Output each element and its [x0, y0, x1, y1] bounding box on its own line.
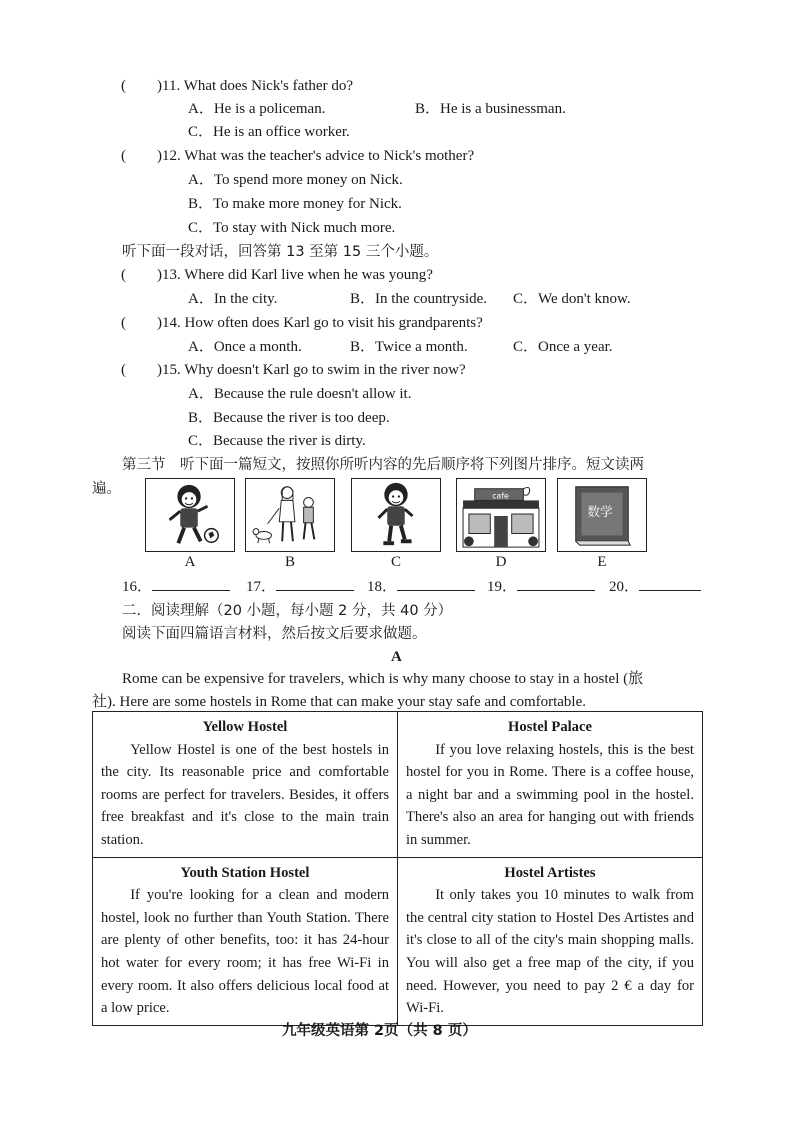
hostel-name: Yellow Hostel [202, 719, 288, 735]
hostel-table [92, 711, 703, 1026]
hostel-name: Hostel Artistes [504, 864, 596, 881]
option-15a: A．Because the rule doesn't allow it. [188, 386, 412, 402]
boy-skating-icon [352, 479, 440, 551]
passage-label: A [391, 649, 402, 665]
question-13 [157, 265, 433, 285]
hostel-description: If you're looking for a clean and modern hostel, look no further than Youth Station. There are plenty of other benefits, too: it has 24-hour hot water for every room; it has free Wi-Fi in every room. It also offers delicious local food at a low price. [101, 887, 389, 1017]
picture-label-e: E [597, 554, 607, 570]
blank-number: 19． [487, 579, 518, 595]
part2-heading: 二．阅读理解（20 小题，每小题 2 分，共 40 分） [122, 603, 453, 619]
picture-c [351, 478, 441, 552]
question-text: Why doesn't Karl go to swim in the river now? [184, 362, 466, 378]
passage-intro-cont: 社). Here are some hostels in Rome that can make your stay safe and comfortable. [92, 694, 586, 710]
option-11b: B．He is a businessman. [415, 101, 566, 117]
picture-b [245, 478, 335, 552]
picture-label-c: C [390, 554, 401, 570]
hostel-description: If you love relaxing hostels, this is the best hostel for you in Rome. There is a coffee house, a night bar and a swimming pool in the hostel. There's also an area for hanging out with friends in summer. [406, 741, 694, 848]
blank-number: 20． [609, 579, 640, 595]
option-12b: B．To make more money for Nick. [188, 196, 402, 212]
option-13b: B．In the countryside. [350, 291, 488, 307]
option-14a: A．Once a month. [188, 339, 302, 355]
question-number: )15. [157, 362, 181, 378]
question-text: What does Nick's father do? [183, 78, 353, 94]
option-11c: C．He is an office worker. [188, 124, 350, 140]
answer-blank-17[interactable] [246, 576, 354, 597]
option-15b: B．Because the river is too deep. [188, 410, 390, 426]
question-15 [157, 360, 466, 380]
math-book-icon [558, 479, 646, 551]
answer-blank-18[interactable] [367, 576, 475, 597]
picture-a [145, 478, 235, 552]
picture-d [456, 478, 546, 552]
option-13a: A．In the city. [188, 291, 278, 307]
page-footer: 九年级英语第 2页（共 8 页） [282, 1023, 477, 1039]
question-14 [157, 313, 483, 333]
hostel-cell-palace [398, 712, 703, 858]
blank-number: 18． [367, 579, 398, 595]
answer-blank-20[interactable] [609, 576, 701, 597]
picture-label-b: B [284, 554, 295, 570]
option-14c: C．Once a year. [513, 339, 613, 355]
answer-paren: ( [121, 362, 126, 378]
picture-label-d: D [495, 554, 507, 570]
table-row [93, 857, 703, 1025]
option-11a: A．He is a policeman. [188, 101, 326, 117]
dialogue-instruction: 听下面一段对话，回答第 13 至第 15 三个小题。 [122, 244, 439, 260]
question-text: What was the teacher's advice to Nick's mother? [184, 148, 475, 164]
hostel-description: Yellow Hostel is one of the best hostels in the city. Its reasonable price and comfortable rooms are perfect for travelers. Besides, it offers free breakfast and it's close to the main train station. [101, 741, 389, 848]
question-12 [157, 146, 474, 166]
picture-label-a: A [184, 554, 196, 570]
blank-number: 17． [246, 579, 277, 595]
option-12c: C．To stay with Nick much more. [188, 220, 396, 236]
answer-paren: ( [121, 267, 126, 283]
picture-e [557, 478, 647, 552]
option-13c: C．We don't know. [513, 291, 631, 307]
hostel-cell-youth-station [93, 857, 398, 1025]
question-number: )11. [157, 78, 181, 94]
option-14b: B．Twice a month. [350, 339, 468, 355]
question-number: )13. [157, 267, 181, 283]
cafe-sign-text: cafe [492, 491, 509, 501]
hostel-cell-yellow [93, 712, 398, 858]
answer-paren: ( [121, 78, 126, 94]
option-15c: C．Because the river is dirty. [188, 433, 366, 449]
question-11 [157, 76, 353, 96]
family-walking-dog-icon [246, 479, 334, 551]
hostel-cell-artistes [398, 857, 703, 1025]
hostel-name: Youth Station Hostel [180, 864, 310, 881]
question-number: )14. [157, 315, 181, 331]
section3-instruction: 第三节 听下面一篇短文，按照你所听内容的先后顺序将下列图片排序。短文读两 [122, 457, 644, 473]
blank-number: 16． [122, 579, 153, 595]
book-title: 数学 [587, 503, 613, 519]
section3-instruction-cont: 遍。 [92, 481, 121, 497]
cafe-icon [457, 479, 545, 551]
answer-paren: ( [121, 148, 126, 164]
question-text: How often does Karl go to visit his grandparents? [184, 315, 483, 331]
question-number: )12. [157, 148, 181, 164]
option-12a: A．To spend more money on Nick. [188, 172, 403, 188]
boy-soccer-icon [146, 479, 234, 551]
question-text: Where did Karl live when he was young? [184, 267, 433, 283]
table-row [93, 712, 703, 858]
answer-blank-16[interactable] [122, 576, 230, 597]
hostel-name: Hostel Palace [508, 719, 592, 735]
hostel-description: It only takes you 10 minutes to walk from the central city station to Hostel Des Artistes and it's close to all of the city's main shopping malls. You will also get a free map of the city, if you need. However, you need to pay 2 € a day for Wi-Fi. [406, 887, 694, 1017]
answer-paren: ( [121, 315, 126, 331]
answer-blank-19[interactable] [487, 576, 595, 597]
passage-intro: Rome can be expensive for travelers, which is why many choose to stay in a hostel (旅 [122, 671, 644, 687]
part2-instruction: 阅读下面四篇语言材料，然后按文后要求做题。 [122, 626, 427, 642]
